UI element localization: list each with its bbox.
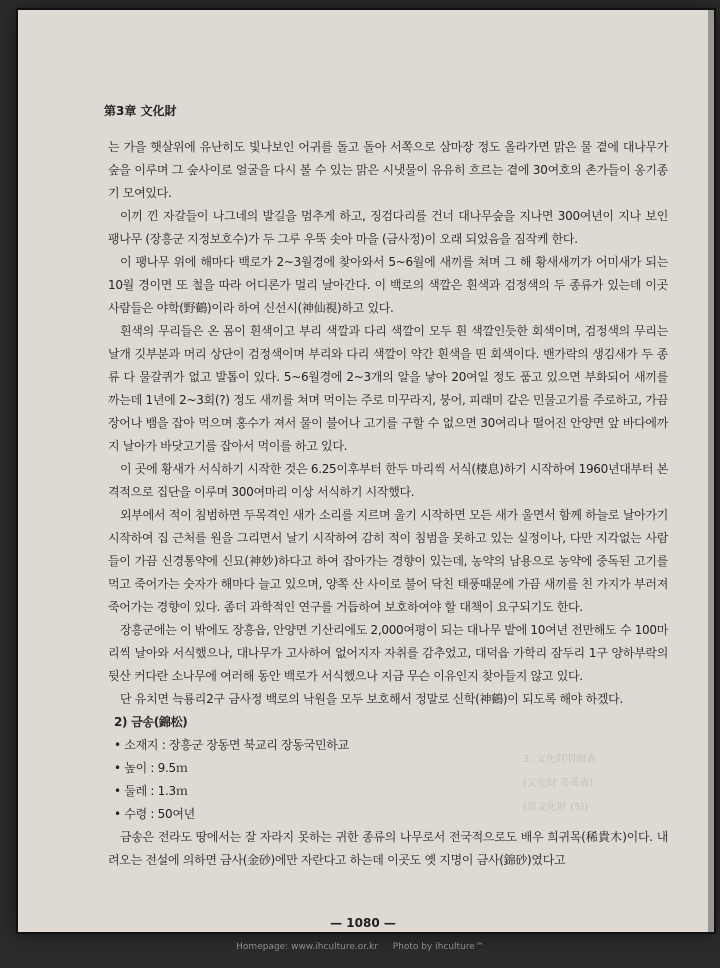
ghost-line: 3. 文化財明細表 [523, 754, 596, 765]
info-list [114, 734, 668, 826]
paragraph: 이끼 낀 자갈들이 나그네의 발길을 멈추게 하고, 징검다리를 건너 대나무숲을 지나면 300여년이 지나 보인 팽나무 (장흥군 지정보호수)가 두 그루 우뚝 솟아 마을 (금사정)이 오래 되었음을 짐작케 한다. [108, 209, 668, 246]
homepage-credit: Homepage: www.ihculture.or.kr [236, 942, 378, 952]
paragraph: 단 유치면 늑룡리2구 금사정 백로의 낙원을 모두 보호해서 정말로 신학(神鶴)이 되도록 해야 하겠다. [120, 692, 623, 706]
ghost-line: (道文化財 (5)) [523, 802, 589, 813]
photo-credit-footer [0, 942, 720, 952]
document-page [18, 10, 714, 932]
paragraph: 는 가을 햇살위에 유난히도 빛나보인 어귀를 돌고 돌아 서쪽으로 삼마장 정도 올라가면 맑은 물 곁에 대나무가 숲을 이루며 그 숲사이로 얼굴을 다시 볼 수 있는 맑은 시냇물이 유유히 흐르는 곁에 30여호의 촌가들이 옹기종기 모여있다. [108, 140, 668, 200]
paragraph: 외부에서 적이 침범하면 두목격인 새가 소리를 지르며 울기 시작하면 모든 새가 울면서 함께 하늘로 날아가기 시작하여 집 근처를 원을 그리면서 날기 시작하여 감히 적이 침범을 못하고 있는 실정이나, 다만 지각없는 사람들이 가끔 신경통약에 신묘(神妙)하다고 하여 잡아가는 경향이 있는데, 농약의 남용으로 농약에 중독된 고기를 먹고 죽어가는 숫자가 해마다 늘고 있으며, 양쪽 산 사이로 불어 닥친 태풍때문에 가끔 새끼를 친 가지가 부러져 죽어가는 경향이 있다. 좀더 과학적인 연구를 거듭하여 보호하여야 할 대책이 요구되기도 한다. [108, 508, 668, 614]
page-number: — 1080 — [330, 916, 396, 930]
info-item: • 높이 : 9.5ｍ [114, 757, 668, 780]
paragraph: 금송은 전라도 땅에서는 잘 자라지 못하는 귀한 종류의 나무로서 전국적으로도 배우 희귀목(稀貴木)이다. 내려오는 전설에 의하면 금사(金砂)에만 자란다고 하는데 이곳도 옛 지명이 금사(錦砂)였다고 [108, 830, 668, 867]
paragraph: 장흥군에는 이 밖에도 장흥읍, 안양면 기산리에도 2,000여평이 되는 대나무 밭에 10여년 전만해도 수 100마리씩 날아와 서식했으나, 대나무가 고사하여 없어지자 자취를 감추었고, 대덕읍 가학리 잠두리 1구 양하부락의 뒷산 커다란 소나무에 여러해 동안 백로가 서식했으나 지금 무슨 이유인지 찾아들지 않고 있다. [108, 623, 668, 683]
ghost-line: (文化財 목록表) [523, 778, 594, 789]
paragraph: 흰색의 무리들은 온 몸이 흰색이고 부리 색깔과 다리 색깔이 모두 흰 색깔인듯한 회색이며, 검정색의 무리는 날개 깃부분과 머리 상단이 검정색이며 부리와 다리 색깔이 약간 흰색을 띤 회색이다. 밴가락의 생김새가 두 종류 다 물갈퀴가 없고 발톱이 있다. 5~6월경에 2~3개의 알을 낳아 20여일 정도 품고 있으면 부화되어 새끼를 까는데 1년에 2~3회(?) 정도 새끼를 쳐며 먹이는 주로 미꾸라지, 붕어, 피래미 같은 민물고기를 주로하고, 가끔 장어나 뱀을 잡아 먹으며 홍수가 져서 물이 불어나 고기를 구할 수 없으면 30여리나 떨어진 안양면 앞 바다에까지 날아가 바닷고기를 잡아서 먹이를 하고 있다. [108, 324, 668, 453]
paragraph: 이 곳에 황새가 서식하기 시작한 것은 6.25이후부터 한두 마리씩 서식(棲息)하기 시작하여 1960년대부터 본격적으로 집단을 이루며 300여마리 이상 서식하기 시작했다. [108, 462, 668, 499]
info-item: • 소재지 : 장흥군 장동면 북교리 장동국민하교 [114, 734, 668, 757]
paragraph: 이 팽나무 위에 해마다 백로가 2~3월경에 찾아와서 5~6월에 새끼를 쳐며 그 해 황새새끼가 어미새가 되는 10월 경이면 또 철을 따라 어디론가 멀리 날아간다. 이 백로의 색깔은 흰색과 검정색의 두 종류가 있는데 이곳 사람들은 야학(野鶴)이라 하여 신선시(神仙視)하고 있다. [108, 255, 668, 315]
info-item: • 수령 : 50여년 [114, 803, 668, 826]
info-item: • 둘레 : 1.3ｍ [114, 780, 668, 803]
body-text [108, 136, 668, 872]
section-title: 2) 금송(錦松) [114, 715, 188, 729]
chapter-header: 第3章 文化財 [104, 104, 177, 118]
photo-credit: Photo by ihculture™ [392, 942, 484, 952]
